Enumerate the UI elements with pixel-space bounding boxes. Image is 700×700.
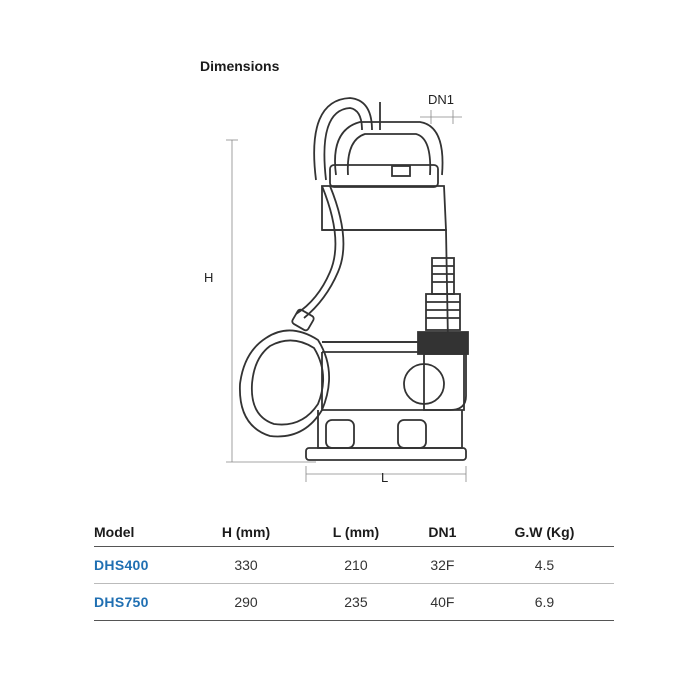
model-cell: DHS400 xyxy=(94,547,190,584)
l-cell: 235 xyxy=(302,584,410,621)
specs-table xyxy=(94,518,614,621)
pump-top-cap xyxy=(330,165,438,187)
gw-cell: 6.9 xyxy=(475,584,614,621)
dn1-cell: 40F xyxy=(410,584,475,621)
table-row xyxy=(94,584,614,621)
table-header-row xyxy=(94,518,614,547)
float-switch xyxy=(240,330,329,436)
h-cell: 330 xyxy=(190,547,302,584)
column-header-l: L (mm) xyxy=(332,524,380,540)
outlet-hose-barb xyxy=(432,258,454,294)
pump-body xyxy=(322,230,448,342)
table-row xyxy=(94,547,614,584)
pump-foot-right xyxy=(398,420,426,448)
dn1-label: DN1 xyxy=(428,92,455,107)
pump-base-plate xyxy=(306,448,466,460)
h-cell: 290 xyxy=(190,584,302,621)
height-label: H xyxy=(204,270,214,285)
dn1-cell: 32F xyxy=(410,547,475,584)
column-header-h: H (mm) xyxy=(221,524,271,540)
page-title: Dimensions xyxy=(200,58,280,74)
column-header-dn1: DN1 xyxy=(428,524,457,540)
pump-foot-left xyxy=(326,420,354,448)
column-header-gw: G.W (Kg) xyxy=(514,524,575,540)
outlet-nut xyxy=(418,332,468,354)
float-cable xyxy=(304,186,343,318)
l-cell: 210 xyxy=(302,547,410,584)
model-cell: DHS750 xyxy=(94,584,190,621)
gw-cell: 4.5 xyxy=(475,547,614,584)
length-label: L xyxy=(381,470,389,485)
column-header-model: Model xyxy=(94,524,135,540)
